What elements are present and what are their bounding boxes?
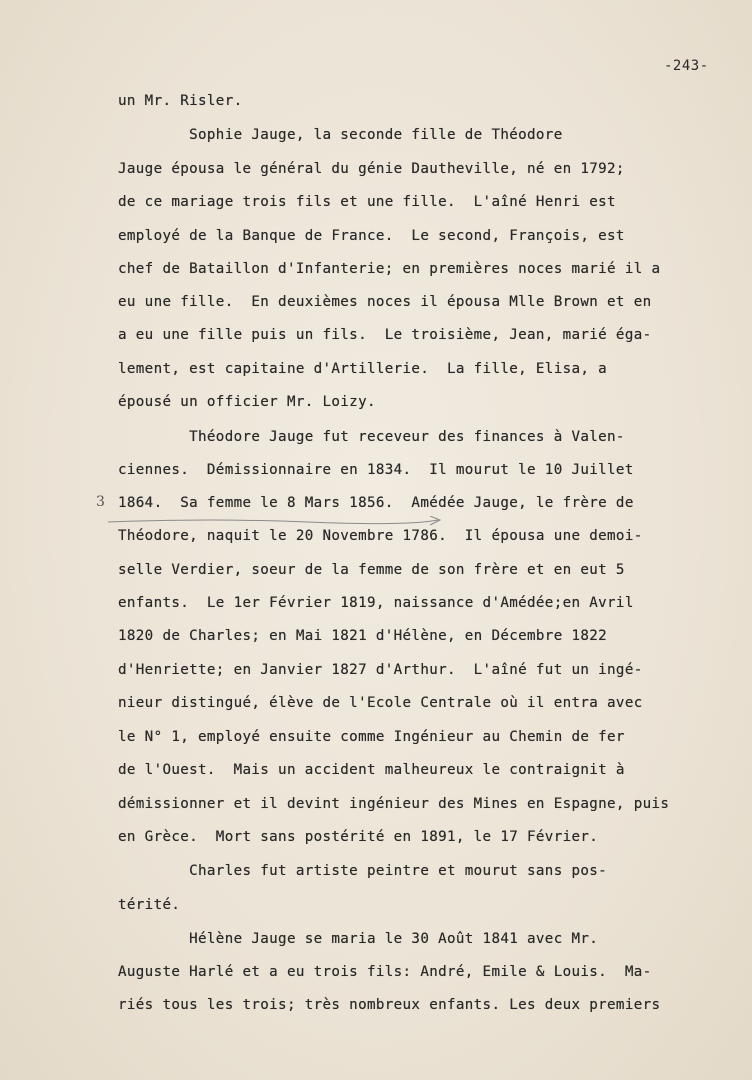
text-line: enfants. Le 1er Février 1819, naissance d'Amédée;en Avril bbox=[118, 595, 634, 611]
text-line: selle Verdier, soeur de la femme de son frère et en eut 5 bbox=[118, 562, 625, 578]
text-line: 1820 de Charles; en Mai 1821 d'Hélène, en Décembre 1822 bbox=[118, 628, 608, 644]
text-line: employé de la Banque de France. Le second, François, est bbox=[118, 228, 625, 244]
text-line: Auguste Harlé et a eu trois fils: André, Emile & Louis. Ma- bbox=[118, 964, 652, 980]
page-number: -243- bbox=[664, 58, 709, 74]
text-line: démissionner et il devint ingénieur des Mines en Espagne, puis bbox=[118, 796, 670, 812]
text-line: eu une fille. En deuxièmes noces il épousa Mlle Brown et en bbox=[118, 294, 652, 310]
text-line: un Mr. Risler. bbox=[118, 93, 243, 109]
text-line: Théodore Jauge fut receveur des finances à Valen- bbox=[118, 429, 625, 445]
text-line: 1864. Sa femme le 8 Mars 1856. Amédée Jauge, le frère de bbox=[118, 495, 634, 511]
text-line: riés tous les trois; très nombreux enfants. Les deux premiers bbox=[118, 997, 661, 1013]
text-line: épousé un officier Mr. Loizy. bbox=[118, 394, 376, 410]
text-line: lement, est capitaine d'Artillerie. La fille, Elisa, a bbox=[118, 361, 608, 377]
text-line: en Grèce. Mort sans postérité en 1891, le 17 Février. bbox=[118, 829, 599, 845]
text-line: d'Henriette; en Janvier 1827 d'Arthur. L'aîné fut un ingé- bbox=[118, 662, 643, 678]
text-line: Charles fut artiste peintre et mourut sans pos- bbox=[118, 863, 608, 879]
margin-annotation: 3 bbox=[96, 494, 105, 510]
text-line: Sophie Jauge, la seconde fille de Théodore bbox=[118, 127, 563, 143]
text-line: a eu une fille puis un fils. Le troisième, Jean, marié éga- bbox=[118, 327, 652, 343]
text-line: ciennes. Démissionnaire en 1834. Il mourut le 10 Juillet bbox=[118, 462, 634, 478]
text-line: Hélène Jauge se maria le 30 Août 1841 avec Mr. bbox=[118, 931, 599, 947]
text-line: de ce mariage trois fils et une fille. L'aîné Henri est bbox=[118, 194, 616, 210]
text-line: de l'Ouest. Mais un accident malheureux le contraignit à bbox=[118, 762, 625, 778]
text-line: térité. bbox=[118, 897, 181, 913]
text-line: le N° 1, employé ensuite comme Ingénieur au Chemin de fer bbox=[118, 729, 625, 745]
text-line: nieur distingué, élève de l'Ecole Centrale où il entra avec bbox=[118, 695, 643, 711]
text-line: Théodore, naquit le 20 Novembre 1786. Il épousa une demoi- bbox=[118, 528, 643, 544]
text-line: Jauge épousa le général du génie Dautheville, né en 1792; bbox=[118, 161, 625, 177]
text-line: chef de Bataillon d'Infanterie; en premières noces marié il a bbox=[118, 261, 661, 277]
